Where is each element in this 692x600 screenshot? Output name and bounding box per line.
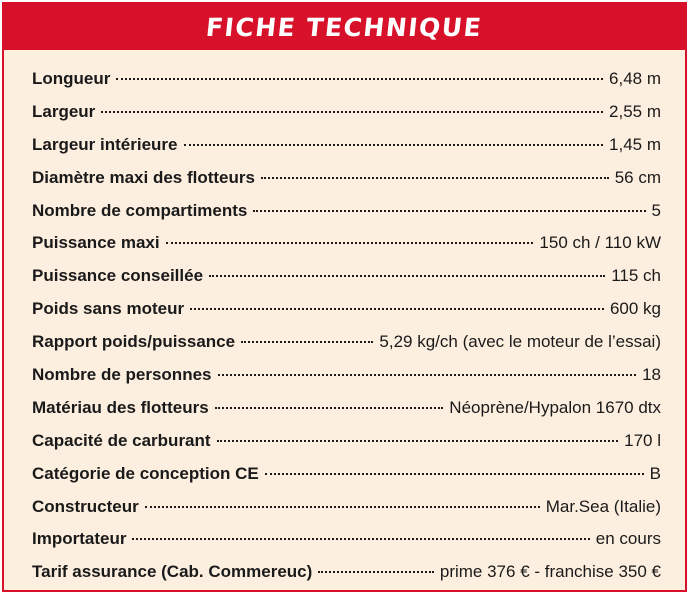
spec-value: Néoprène/Hypalon 1670 dtx [449, 397, 661, 417]
dot-leader [166, 242, 534, 244]
dot-leader [209, 275, 605, 277]
dot-leader [215, 407, 444, 409]
spec-label: Tarif assurance (Cab. Commereuc) [32, 562, 313, 582]
spec-row [32, 102, 661, 135]
dot-leader [101, 111, 603, 113]
spec-value: 6,48 m [609, 69, 661, 88]
spec-row [32, 332, 661, 365]
spec-label: Capacité de carburant [32, 430, 211, 450]
spec-label: Rapport poids/puissance [32, 332, 236, 352]
spec-value: B [649, 463, 661, 483]
dot-leader [145, 506, 540, 508]
spec-label: Catégorie de conception CE [32, 463, 259, 483]
spec-sheet [2, 2, 687, 592]
spec-value: Mar.Sea (Italie) [545, 496, 661, 516]
spec-value: 56 cm [614, 167, 661, 187]
spec-label: Puissance conseillée [32, 266, 204, 286]
dot-leader [190, 308, 604, 310]
spec-value: 115 ch [611, 266, 661, 286]
spec-row [32, 562, 661, 595]
dot-leader [218, 374, 637, 376]
spec-label: Largeur intérieure [32, 134, 178, 154]
spec-list [32, 69, 661, 595]
spec-row [32, 299, 661, 332]
dot-leader [318, 571, 434, 573]
spec-row [32, 497, 661, 530]
dot-leader [261, 177, 609, 179]
spec-value: 170 l [624, 430, 661, 450]
dot-leader [241, 341, 373, 343]
spec-row [32, 529, 661, 562]
sheet-title: FICHE TECHNIQUE [204, 12, 485, 42]
dot-leader [184, 144, 604, 146]
spec-row [32, 233, 661, 266]
spec-row [32, 431, 661, 464]
spec-row [32, 69, 661, 102]
spec-row [32, 365, 661, 398]
spec-value: 2,55 m [609, 101, 661, 121]
dot-leader [217, 440, 619, 442]
spec-row [32, 168, 661, 201]
spec-value: 5 [651, 200, 661, 220]
spec-label: Constructeur [32, 496, 139, 516]
spec-label: Diamètre maxi des flotteurs [32, 167, 255, 187]
spec-row [32, 464, 661, 497]
spec-label: Nombre de personnes [32, 365, 212, 385]
spec-value: 5,29 kg/ch (avec le moteur de l’essai) [379, 332, 661, 352]
spec-value: 150 ch / 110 kW [539, 233, 661, 253]
spec-value: en cours [595, 529, 661, 549]
spec-value: 1,45 m [609, 134, 661, 154]
spec-label: Largeur [32, 101, 96, 121]
spec-value: 600 kg [609, 299, 661, 319]
dot-leader [132, 538, 589, 540]
spec-row [32, 135, 661, 168]
dot-leader [253, 210, 645, 212]
dot-leader [265, 473, 644, 475]
spec-label: Importateur [32, 529, 127, 549]
spec-label: Matériau des flotteurs [32, 397, 209, 417]
spec-value: 18 [642, 365, 661, 385]
dot-leader [116, 78, 603, 80]
spec-label: Puissance maxi [32, 233, 160, 253]
spec-row [32, 266, 661, 299]
spec-label: Nombre de compartiments [32, 200, 248, 220]
spec-row [32, 398, 661, 431]
header-bar [4, 4, 685, 50]
spec-row [32, 201, 661, 234]
spec-label: Poids sans moteur [32, 299, 185, 319]
spec-label: Longueur [32, 69, 111, 88]
spec-value: prime 376 € - franchise 350 € [439, 562, 661, 582]
